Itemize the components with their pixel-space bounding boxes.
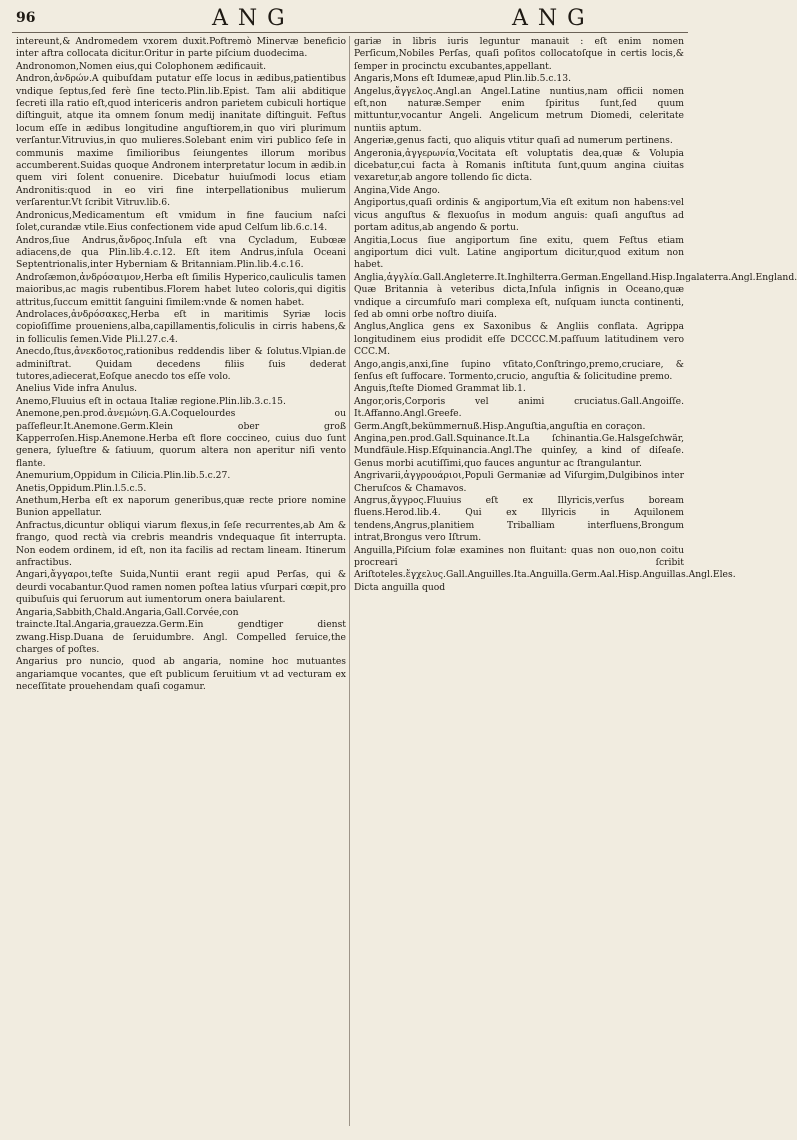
page-header [12, 4, 688, 33]
entry: Angelus,ἄγγελος.Angl.an Angel.Latine nuntius,nam officii nomen eſt,non naturæ.Semper enim ſpiritus ſunt,ſed quum mittuntur,vocantur Angeli. Angelicum metrum Diomedi, celeritate nuntiis aptum. [354, 85, 684, 134]
entry: Angaria,Sabbith,Chald.Angaria,Gall.Corvée,con traincte.Ital.Angaria,grauezza.Germ.Ein gendtiger dienst zwang.Hisp.Duana de ſeruidumbre. Angl. Compelled ſeruice,the charges of poſtes. [16, 606, 346, 655]
entry: Anemone,pen.prod.ἀνεμώνη.G.A.Coquelourdes ou paſſefleur.It.Anemone.Germ.Klein ober groß Kapperroſen.Hisp.Anemone.Herba eſt flore coccineo, cuius duo ſunt genera, ſylueſtre & ſatiuum, quorum altera non aperitur niſi vento flante. [16, 408, 346, 469]
entry: Angitia,Locus ſiue angiportum ſine exitu, quem Feſtus etiam angiportum dici vult. Latine angiportum dicitur,quod exitum non habet. [354, 234, 684, 271]
entry: Androlaces,ἀνδρόσακες,Herba eſt in maritimis Syriæ locis copioſiſſime proueniens,alba,capillamentis,foliculis in cirris habens,& in folliculis ſemen.Vide Pli.l.27.c.4. [16, 308, 346, 345]
entry: Andron,ἀνδρών.A quibuſdam putatur eſſe locus in ædibus,patientibus vndique ſeptus,ſed ferè ſine tecto.Plin.lib.Epist. Tam alii abditique ſecreti illa ratio eſt,quod intericeris andron parietem cubiculi hortique diſtinguit, atque ita omnem ſonum medij inanitate diſtinguit. Feſtus locum eſſe in ædibus longitudine anguſtiorem,in quo viri plurimum verſantur.Vitruvius,in quo mulieres.Solebant enim viri publico ſeſe in communis maxime ſimilioribus ſeiungentes illorum moribus accumberent.Suidas quoque Andronem interpretatur locum in ædib.in quem viri ſolent conuenire. Dicebatur huiuſmodi locus etiam Andronitis:quod in eo viri fine interpellationibus mulierum verſarentur.Vt ſcribit Vitruv.lib.6. [16, 73, 346, 209]
entry: Anglus,Anglica gens ex Saxonibus & Angliis conflata. Agrippa longitudinem eius prodidit eſſe DCCCC.M.paſſuum latitudinem vero CCC.M. [354, 321, 684, 358]
entry: Angor,oris,Corporis vel animi cruciatus.Gall.Angoiſſe. It.Affanno.Angl.Greefe. Germ.Angſt,bekümmernuß.Hisp.Anguſtia,anguſtia en coraçon. [354, 395, 684, 432]
entry: Anguilla,Piſcium folæ examines non fluitant: quas non ouo,non coitu procreari ſcribit Ariſtoteles.ἔγχελυς.Gall.Anguilles.Ita.Anguilla.Germ.Aal.Hisp.Anguillas.Angl.Eles. Dicta anguilla quod [354, 544, 736, 593]
entry: Anfractus,dicuntur obliqui viarum flexus,in ſeſe recurrentes,ab Am & frango, quod rectà via crebris meandris vndequaque ſit interrupta. Non eodem ordinem, id eſt, non ita facilis ad rectam lineam. Itinerum anfractibus. [16, 519, 346, 569]
entry: Andronicus,Medicamentum eſt vmidum in fine faucium naſci ſolet,curandæ vtile.Eius confectionem vide apud Celſum lib.6.c.14. [16, 209, 346, 234]
entry: Angina,pen.prod.Gall.Squinance.It.La ſchinantia.Ge.Halsgeſchwär, Mundfäule.Hisp.Eſquinancia.Angl.The quinſey, a kind of diſeaſe. Genus morbi acutiſſimi,quo fauces anguntur ac ſtrangulantur. [354, 433, 684, 469]
entry: Angrus,ἄγγρος.Fluuius eſt ex Illyricis,verſus boream fluens.Herod.lib.4. Qui ex Illyricis in Aquilonem tendens,Angrus,planitiem Triballiam interfluens,Brongum intrat,Brongus vero Iſtrum. [354, 495, 684, 544]
entry: Anemo,Fluuius eſt in octaua Italiæ regione.Plin.lib.3.c.15. [16, 395, 286, 407]
left-column [16, 36, 346, 1128]
entry: Angaris,Mons eſt Idumeæ,apud Plin.lib.5.c.13. [354, 73, 572, 85]
page-number: 96 [16, 10, 36, 26]
entry: Andronomon,Nomen eius,qui Colophonem ædificauit. [16, 60, 267, 72]
entry: gariæ in libris iuris leguntur manauit : eſt enim nomen Perſicum,Nobiles Perſas, quaſi poſitos collocatoſque in certis locis,& ſemper in procinctu excubantes,appellant. [354, 36, 684, 72]
entry: Angrivarii,ἀγγρουάριοι,Populi Germaniæ ad Viſurgim,Dulgibinos inter Cheruſcos & Chamavos. [354, 470, 684, 494]
entry: intereunt,& Andromedem vxorem duxit.Poftremò Minervæ beneficio inter aftra collocata dicitur.Oritur in parte piſcium duodecima. [16, 36, 346, 60]
entry: Anetis,Oppidum.Plin.l.5.c.5. [16, 482, 147, 494]
right-column [354, 36, 797, 1128]
entry: Angiportus,quaſi ordinis & angiportum,Via eſt exitum non habens:vel vicus anguſtus & flexuoſus in modum anguis: quaſi anguſtus ad portam aditus,ab angendo & portu. [354, 197, 684, 234]
entry: Anelius Vide infra Anulus. [16, 383, 138, 395]
entry: Angeriæ,genus facti, quo aliquis vtitur quaſi ad numerum pertinens. [354, 135, 673, 147]
entry: Anemurium,Oppidum in Cilicia.Plin.lib.5.c.27. [16, 470, 231, 482]
entry: Ango,angis,anxi,ſine ſupino vſitato,Conſtringo,premo,cruciare, & ſenſus eſt ſuffocare. Tormento,crucio, anguſtia & ſolicitudine premo. [354, 358, 684, 382]
column-divider [349, 36, 350, 1126]
entry: Anecdo,ſtus,ἀνεκδοτος,rationibus reddendis liber & ſolutus.Vlpian.de adminiſtrat. Quidam decedens filiis ſuis dederat tutores,adiecerat,Eoſque anecdo tos eſſe volo. [16, 346, 346, 382]
entry: Anethum,Herba eſt ex naporum generibus,quæ recte priore nomine Bunion appellatur. [16, 495, 346, 519]
entry: Angari,ἄγγαροι,teſte Suida,Nuntii erant regii apud Perſas, qui & deurdi vocabantur.Quod ramen nomen poſtea latius vſurpari cœpit,pro quibuſuis qui ſeruorum aut iumentorum onera baiularent. [16, 569, 346, 606]
running-head-left: ANG [212, 6, 295, 31]
entry: Angarius pro nuncio, quod ab angaria, nomine hoc mutuantes angariamque vocantes, que eſt publicum ſeruitium vt ad vecturam ex neceſſitate prouehendam quaſi cogamur. [16, 656, 346, 693]
entry: Anglia,ἀγγλία.Gall.Angleterre.It.Inghilterra.German.Engelland.Hisp.Ingalaterra.Angl.England. Quæ Britannia à veteribus dicta,Inſula inſignis in Oceano,quæ vndique a circumfuſo mari complexa eſt, nuſquam iuncta continenti, ſed ab omni orbe noſtro diuiſa. [354, 271, 797, 320]
running-head-right: ANG [512, 6, 595, 31]
entry: Angina,Vide Ango. [354, 184, 441, 196]
entry: Anguis,ſteſte Diomed Grammat lib.1. [354, 383, 526, 395]
entry: Angeronia,ἀγγερωνία,Vocitata eſt voluptatis dea,quæ & Volupia dicebatur,cui facta à Romanis inſtituta ſunt,quum angina ciuitas vexaretur,ab angore tollendo ſic dicta. [354, 147, 684, 184]
entry: Androſæmon,ἀνδρόσαιμον,Herba eſt ſimilis Hyperico,cauliculis tamen maioribus,ac magis rubentibus.Florem habet luteo coloris,qui digitis attritus,ſuccum emittit ſanguini ſimilem:vnde & nomen habet. [16, 271, 346, 308]
entry: Andros,ſiue Andrus,ἄνδρος.Inſula eſt vna Cycladum, Eubœæ adiacens,de qua Plin.lib.4.c.12. Eſt item Andrus,inſula Oceani Septentrionalis,inter Hyberniam & Britanniam.Plin.lib.4.c.16. [16, 234, 346, 271]
